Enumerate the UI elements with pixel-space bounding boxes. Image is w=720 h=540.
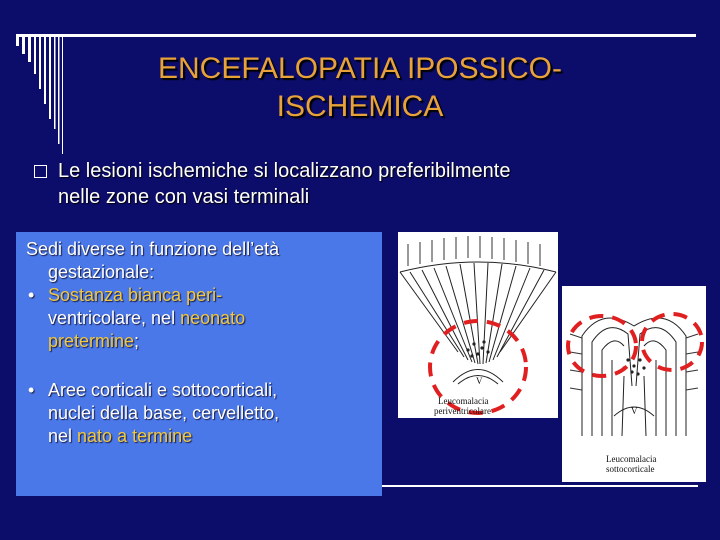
periventricular-illustration (398, 232, 558, 418)
square-bullet-icon (34, 165, 47, 178)
preterm-site-text: Sostanza bianca peri- (48, 285, 223, 305)
term-site-prefix: nel (48, 426, 78, 446)
preterm-site-text-2: ventricolare, nel (48, 308, 181, 328)
preterm-label: pretermine (48, 331, 135, 351)
title-line-1: ENCEFALOPATIA IPOSSICO- (158, 52, 562, 85)
main-bullet (34, 158, 694, 210)
main-bullet-line-1: Le lesioni ischemiche si localizzano preferibilmente (58, 160, 511, 182)
ventricle-marker: V (476, 376, 483, 386)
ventricle-marker: V (631, 406, 638, 416)
bullet-dot-icon: • (28, 380, 35, 400)
main-bullet-line-2: nelle zone con vasi terminali (58, 186, 310, 208)
list-item-preterm (26, 284, 372, 353)
preterm-punct: ; (134, 331, 140, 351)
left-caption-line-1: Leucomalacia (438, 396, 489, 406)
right-caption-line-2: sottocorticale (606, 464, 655, 474)
term-site-line-2: nuclei della base, cervelletto, (48, 403, 280, 423)
list-item-term (26, 379, 372, 448)
box-lead (26, 238, 372, 284)
term-site-line-1: Aree corticali e sottocorticali, (48, 380, 278, 400)
right-caption-line-1: Leucomalacia (606, 454, 657, 464)
age-sites-box (16, 232, 382, 496)
box-lead-line-2: gestazionale: (48, 262, 155, 282)
subcortical-illustration (562, 286, 706, 482)
box-lead-line-1: Sedi diverse in funzione dell’età (26, 239, 280, 259)
left-caption-line-2: periventricolare (434, 406, 491, 416)
preterm-neonate-text: neonato (180, 308, 246, 328)
bottom-divider-line (382, 485, 698, 487)
top-divider-line (16, 34, 696, 37)
term-label: nato a termine (77, 426, 193, 446)
bullet-dot-icon: • (28, 285, 35, 305)
slide-title (120, 50, 600, 126)
title-line-2: ISCHEMICA (276, 90, 444, 123)
